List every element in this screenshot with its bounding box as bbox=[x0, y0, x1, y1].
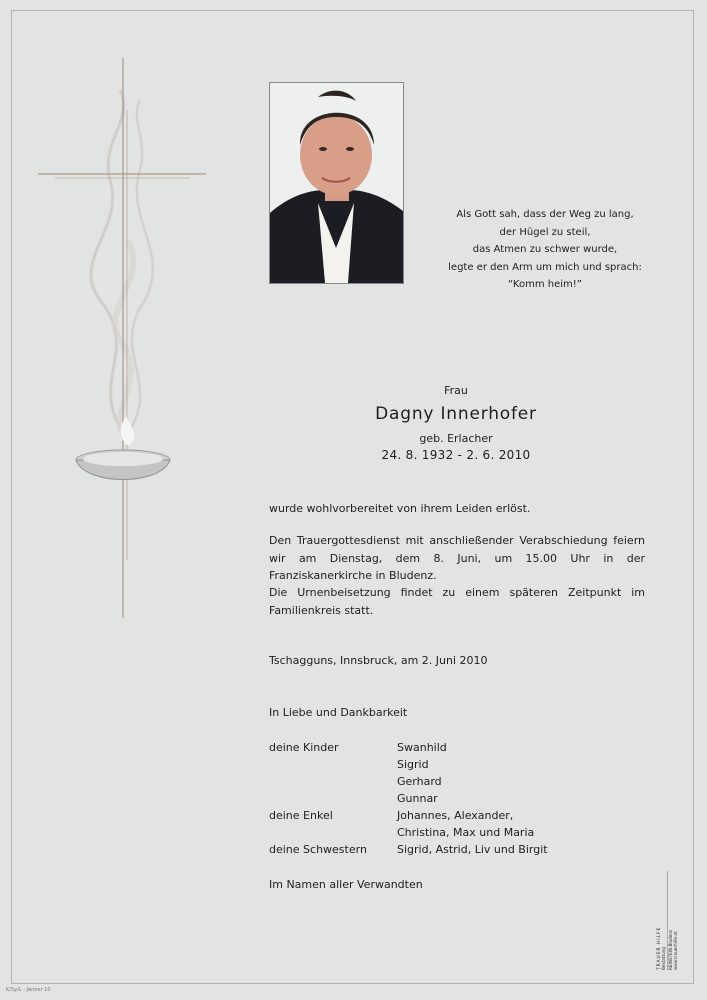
mourner-name: Christina, Max und Maria bbox=[397, 826, 535, 839]
urn-burial-text: Die Urnenbeisetzung findet zu einem späteren Zeitpunkt im Familienkreis statt. bbox=[269, 586, 645, 617]
imprint-line: www.trauerhilfe.at bbox=[673, 931, 678, 970]
signature-text: Im Namen aller Verwandten bbox=[269, 878, 423, 891]
funeral-service-text: Den Trauergottesdienst mit anschließender Verabschiedung feiern wir am Dienstag, dem 8. Juni, um 15.00 Uhr in der Franziskanerkirche in Bludenz. bbox=[269, 534, 645, 582]
poem-line: legte er den Arm um mich und sprach: bbox=[448, 261, 642, 273]
closing-text: In Liebe und Dankbarkeit bbox=[269, 706, 408, 719]
cross-with-flame-icon bbox=[30, 50, 220, 630]
imprint-line: TRAUER HILFE bbox=[657, 926, 662, 970]
kinder-label: deine Kinder bbox=[269, 741, 339, 754]
poem-line: Als Gott sah, dass der Weg zu lang, bbox=[456, 209, 634, 220]
schwestern-label: deine Schwestern bbox=[269, 843, 367, 856]
mourner-name: Gunnar bbox=[397, 792, 438, 805]
mourner-name: Johannes, Alexander, bbox=[397, 809, 514, 822]
mourner-name: Sigrid bbox=[397, 758, 429, 771]
imprint-line: REINSTEIN Bludenz bbox=[668, 929, 673, 970]
footer-code: K/Sy/L - Jänner 10 bbox=[6, 987, 51, 993]
imprint-line: Bestattung bbox=[661, 946, 666, 970]
poem-line: “Komm heim!” bbox=[508, 279, 582, 290]
life-dates: 24. 8. 1932 - 2. 6. 2010 bbox=[381, 448, 531, 462]
mourner-name: Swanhild bbox=[397, 741, 447, 754]
maiden-name: geb. Erlacher bbox=[419, 432, 493, 445]
portrait-photo bbox=[269, 82, 404, 284]
poem bbox=[430, 206, 660, 294]
poem-line: der Hügel zu steil, bbox=[499, 226, 591, 238]
place-and-date: Tschagguns, Innsbruck, am 2. Juni 2010 bbox=[269, 654, 488, 667]
poem-line: das Atmen zu schwer wurde, bbox=[472, 244, 618, 255]
mourner-name: Sigrid, Astrid, Liv und Birgit bbox=[397, 843, 548, 856]
mourner-name: Gerhard bbox=[397, 775, 442, 788]
deceased-name: Dagny Innerhofer bbox=[375, 404, 537, 424]
undertaker-imprint bbox=[653, 870, 683, 970]
enkel-label: deine Enkel bbox=[269, 809, 333, 822]
passing-text: wurde wohlvorbereitet von ihrem Leiden erlöst. bbox=[269, 502, 531, 515]
salutation: Frau bbox=[444, 384, 468, 397]
